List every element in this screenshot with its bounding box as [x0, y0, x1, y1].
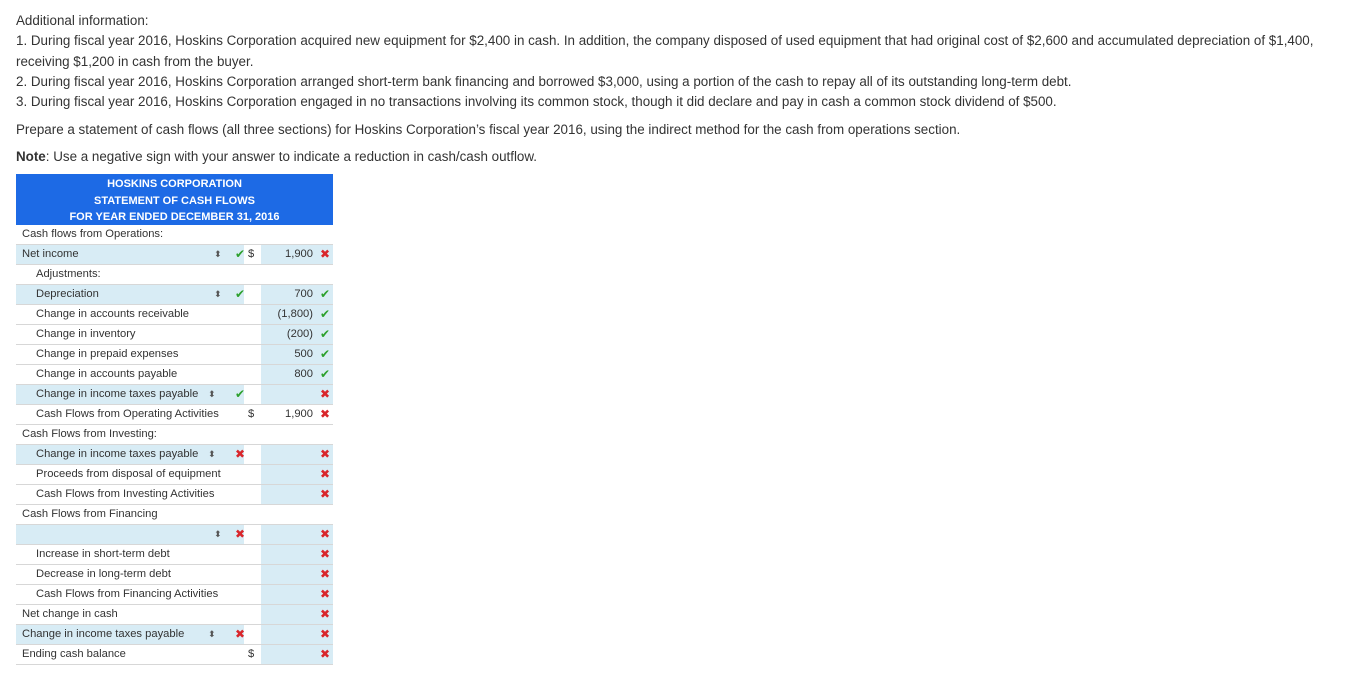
row-label-text: Increase in short-term debt	[36, 548, 170, 560]
amount-input[interactable]	[261, 545, 333, 564]
select-arrows-icon[interactable]: ⬍	[214, 289, 222, 299]
account-select[interactable]	[16, 245, 244, 264]
info-item-2: 2. During fiscal year 2016, Hoskins Corporation arranged short-term bank financing and borrowed $3,000, using a portion of the cash to repay all of its outstanding long-term debt.	[16, 73, 1072, 89]
statement-row	[16, 365, 333, 385]
amount-input[interactable]	[261, 305, 333, 324]
cross-icon: ✖	[319, 587, 330, 601]
row-label-text: Cash Flows from Financing	[22, 508, 158, 520]
statement-row	[16, 625, 333, 645]
cross-icon: ✖	[235, 527, 246, 541]
row-label-text: Change in income taxes payable	[36, 448, 199, 460]
row-label	[16, 465, 244, 484]
row-label	[16, 225, 244, 244]
row-label-text: Cash Flows from Financing Activities	[36, 588, 219, 600]
statement-row	[16, 425, 333, 445]
row-label	[16, 545, 244, 564]
select-arrows-icon[interactable]: ⬍	[208, 389, 216, 399]
amount-value: 1,900	[285, 408, 313, 420]
account-select[interactable]	[16, 625, 244, 644]
amount-value: 800	[294, 368, 313, 380]
row-label-text: Net income	[22, 248, 79, 260]
statement-row	[16, 325, 333, 345]
cross-icon: ✖	[319, 247, 330, 261]
row-label-text: Net change in cash	[22, 608, 118, 620]
info-heading: Additional information:	[16, 13, 149, 28]
dollar-sign: $	[248, 648, 255, 660]
select-arrows-icon[interactable]: ⬍	[208, 629, 216, 639]
statement-row	[16, 605, 333, 625]
info-item-1: 1. During fiscal year 2016, Hoskins Corporation acquired new equipment for $2,400 in cash. In addition, the company disposed of used equipment that had original cost of $2,600 and accumulated depreciation of $1,400, receiving $1,200 in cash from the buyer.	[16, 33, 1314, 69]
dollar-sign: $	[248, 248, 255, 260]
info-item-3: 3. During fiscal year 2016, Hoskins Corporation engaged in no transactions involving its common stock, though it did declare and pay in cash a common stock dividend of $500.	[16, 94, 1057, 110]
amount-input[interactable]	[261, 625, 333, 644]
amount-input[interactable]	[261, 345, 333, 364]
row-label	[16, 645, 244, 664]
instructions: Prepare a statement of cash flows (all three sections) for Hoskins Corporation’s fiscal year 2016, using the indirect method for the cash from operations section.	[16, 122, 961, 137]
row-label-text: Cash flows from Operations:	[22, 228, 164, 240]
statement-row	[16, 245, 333, 265]
row-label-text: Change in prepaid expenses	[36, 348, 179, 360]
cross-icon: ✖	[319, 547, 330, 561]
amount-value: 1,900	[285, 248, 313, 260]
amount-input[interactable]	[261, 525, 333, 544]
row-label-text: Depreciation	[36, 288, 99, 300]
cross-icon: ✖	[235, 627, 246, 641]
account-select[interactable]	[16, 445, 244, 464]
row-label	[16, 405, 244, 424]
cross-icon: ✖	[319, 487, 330, 501]
row-label-text: Ending cash balance	[22, 648, 126, 660]
amount-input[interactable]	[261, 645, 333, 664]
statement-row	[16, 265, 333, 285]
row-label-text: Change in income taxes payable	[36, 388, 199, 400]
cross-icon: ✖	[319, 607, 330, 621]
statement-row	[16, 305, 333, 325]
amount-input[interactable]	[261, 325, 333, 344]
row-label-text: Change in accounts payable	[36, 368, 178, 380]
row-label	[16, 605, 244, 624]
statement-row	[16, 385, 333, 405]
statement-row	[16, 565, 333, 585]
row-label	[16, 425, 244, 444]
amount-value: 700	[294, 288, 313, 300]
row-label-text: Change in accounts receivable	[36, 308, 189, 320]
row-label	[16, 505, 244, 524]
statement-header	[16, 174, 333, 225]
row-label	[16, 305, 244, 324]
statement-period: FOR YEAR ENDED DECEMBER 31, 2016	[69, 211, 280, 223]
statement-row	[16, 405, 333, 425]
row-label	[16, 565, 244, 584]
check-icon: ✔	[319, 287, 330, 301]
row-label	[16, 485, 244, 504]
select-arrows-icon[interactable]: ⬍	[214, 529, 222, 539]
row-label-text: Cash Flows from Investing:	[22, 428, 157, 440]
row-label-text: Change in inventory	[36, 328, 136, 340]
check-icon: ✔	[319, 367, 330, 381]
statement-rows	[16, 225, 333, 665]
amount-value: 500	[294, 348, 313, 360]
row-label-text: Adjustments:	[36, 268, 101, 280]
check-icon: ✔	[235, 387, 246, 401]
check-icon: ✔	[235, 247, 246, 261]
cross-icon: ✖	[319, 387, 330, 401]
check-icon: ✔	[235, 287, 246, 301]
amount-input[interactable]	[261, 585, 333, 604]
statement-row	[16, 465, 333, 485]
row-label	[16, 365, 244, 384]
statement-row	[16, 225, 333, 245]
account-select[interactable]	[16, 285, 244, 304]
row-label-text: Proceeds from disposal of equipment	[36, 468, 221, 480]
row-label	[16, 325, 244, 344]
statement-row	[16, 285, 333, 305]
row-label-text: Decrease in long-term debt	[36, 568, 171, 580]
select-arrows-icon[interactable]: ⬍	[214, 249, 222, 259]
cross-icon: ✖	[319, 647, 330, 661]
account-select[interactable]	[16, 525, 244, 544]
check-icon: ✔	[319, 327, 330, 341]
amount-input[interactable]	[261, 605, 333, 624]
statement-row	[16, 445, 333, 465]
cross-icon: ✖	[319, 407, 330, 421]
row-label-text: Cash Flows from Investing Activities	[36, 488, 215, 500]
select-arrows-icon[interactable]: ⬍	[208, 449, 216, 459]
company-name: HOSKINS CORPORATION	[107, 178, 242, 190]
note	[16, 147, 537, 167]
amount-value: (200)	[286, 328, 313, 340]
row-label	[16, 345, 244, 364]
note-text: : Use a negative sign with your answer to indicate a reduction in cash/cash outflow.	[45, 149, 538, 164]
check-icon: ✔	[319, 307, 330, 321]
amount-input[interactable]	[261, 445, 333, 464]
statement-row	[16, 525, 333, 545]
amount-input[interactable]	[261, 365, 333, 384]
amount-input[interactable]	[261, 245, 333, 264]
row-label	[16, 585, 244, 604]
cross-icon: ✖	[319, 567, 330, 581]
row-label	[16, 265, 244, 284]
amount-value: (1,800)	[277, 308, 313, 320]
additional-information	[16, 11, 1346, 112]
cross-icon: ✖	[319, 527, 330, 541]
statement-row	[16, 485, 333, 505]
cash-flow-statement	[16, 174, 333, 665]
cross-icon: ✖	[319, 467, 330, 481]
statement-row	[16, 345, 333, 365]
amount-input[interactable]	[261, 465, 333, 484]
amount-input[interactable]	[261, 565, 333, 584]
cross-icon: ✖	[319, 627, 330, 641]
amount-input[interactable]	[261, 485, 333, 504]
cross-icon: ✖	[235, 447, 246, 461]
row-label-text: Change in income taxes payable	[22, 628, 185, 640]
cross-icon: ✖	[319, 447, 330, 461]
statement-row	[16, 585, 333, 605]
amount-input[interactable]	[261, 385, 333, 404]
account-select[interactable]	[16, 385, 244, 404]
check-icon: ✔	[319, 347, 330, 361]
amount-input[interactable]	[261, 285, 333, 304]
statement-row	[16, 545, 333, 565]
statement-title: STATEMENT OF CASH FLOWS	[94, 194, 255, 207]
note-label: Note	[16, 149, 46, 164]
statement-row	[16, 645, 333, 665]
dollar-sign: $	[248, 408, 255, 420]
row-label-text: Cash Flows from Operating Activities	[36, 408, 219, 420]
statement-row	[16, 505, 333, 525]
amount-cell	[261, 405, 333, 424]
